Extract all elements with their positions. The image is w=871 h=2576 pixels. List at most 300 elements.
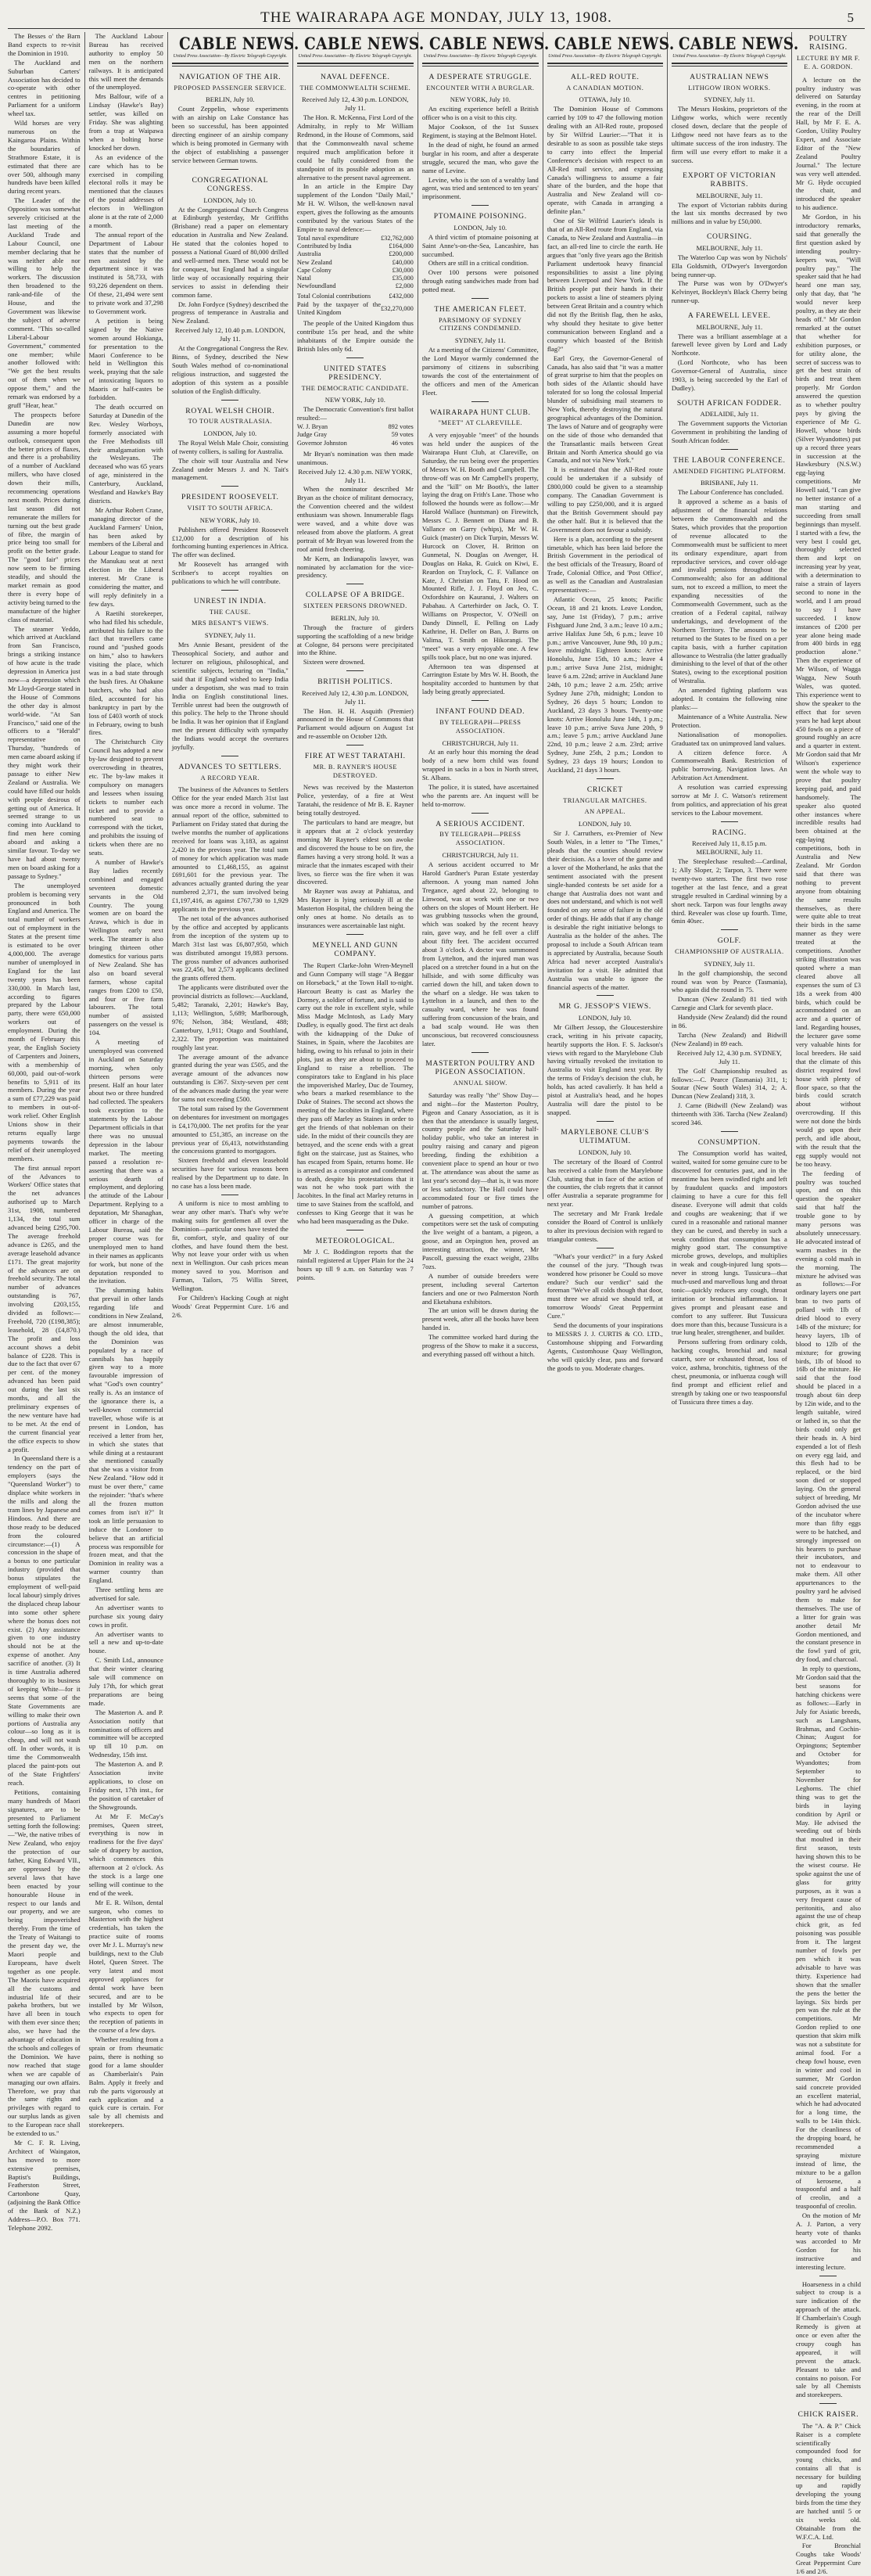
headline: PRESIDENT ROOSEVELT. — [181, 493, 279, 502]
subheadline: LECTURE BY MR F. E. A. GORDON. — [797, 54, 860, 70]
news-paragraph: A petition is being signed by the Native women around Hokianga, for presentation to the Maori Conference to be held in Wellington this week, praying that the sale of intoxicating liquors to Maoris or half-castes be forbidden. — [88, 316, 163, 402]
dateline: LONDON, July 10. — [453, 223, 507, 232]
article-paragraph: A lecture on the poultry industry was delivered on Saturday evening, in the room at the rear of the Drill Hall, by Mr F. E. A. Gordon, Utility Poultry Expert, and Associate Editor of the "New Zealand Poultry Journal." The lecture was very well attended. Mr G. Hyde occupied the chair, and introduced the speaker to his audience. — [795, 75, 861, 212]
article-paragraph: Atlantic Ocean, 25 knots; Pacific Ocean, 18 and 21 knots. Leave London, say, June 1st (Friday), 7 p.m.; arrive Fishguard June 2nd, 3 a.m.; leave 10 a.m.; arrive Halifax June 5th, 6 p.m.; leave 10 p.m.; arrive Vancouver, June 9th, 10 p.m.; leave midnight. Eighteen knots: Arrive Honolulu, June 15th, 10 a.m.; leave 4 p.m.; arrive Suva June 21st, midnight; leave 6 a.m. 22nd; arrive in Auckland June 24th, 10 p.m.; leave 2 a.m. 25th; arrive Sydney June 27th, midnight; London to Sydney, 26 days 5 hours; London to Auckland, 23 days 3 hours. Twenty-one knots: Arrive Honolulu June 14th, 1 p.m.; leave 10 p.m.; arrive Suva June 20th, 9 a.m.; leave 5 p.m.; arrive Auckland June 22nd, 10 p.m.; leave 2 a.m. 23rd; arrive Sydney, June 25th, 2 p.m.; London to Sydney, 23 days 19 hours; London to Auckland, 21 days 3 hours. — [547, 595, 663, 774]
table-value-cell: 46 votes — [391, 439, 414, 447]
dateline: LONDON, July 10. — [578, 820, 632, 828]
news-paragraph: Mr Arthur Robert Crane, managing director of the Auckland Farmers' Union, has been asked by members of the Liberal and Labour League to stand for the Manukau seat at next election in the Liberal interest. Mr Crane is considering the matter, and will reply definitely in a few days. — [88, 505, 163, 608]
headline: THE AMERICAN FLEET. — [434, 305, 527, 314]
article-paragraph: The particulars to hand are meagre, but it appears that at 2 o'clock yesterday morning Mr Rayner's eldest son awoke and discovered the house to be on fire, the flames having a very strong hold. It was a miracle that the inmates escaped with their lives, so fierce was the fire when it was discovered. — [296, 818, 414, 886]
separator — [471, 1052, 489, 1053]
table-row — [297, 275, 414, 282]
headline: PTOMAINE POISONING. — [433, 212, 527, 221]
headline: A FAREWELL LEVEE. — [687, 311, 771, 321]
article-paragraph: The Rupert Clarke-John Wren-Meynell and Gunn Company will stage "A Beggar on Horseback," at the Town Hall to-night. Harcourt Beatty is cast as Marley the Dormey, a soldier of fortune, and is said to carry out the role in excellent style, while Miss Madge McIntosh, as Lady Mary Dudley, is equally good. The first act deals with the kidnapping of the Duke of Staines, in Spain, where the Jacobites are hiding, owing to his refusal to join in their plots, just as they are about to proceed to England to raise a rebellion. The conspirators take to England in his place the impoverished Marley, Duc de Tourney, who bears a marked resemblance to the Duke of Staines. The second act shows the meeting of the Jacobites in England, where they pass off Marley as Staines in order to get the friends of that nobleman on their side. In the midst of their councils they are betrayed, and the scene ends with a great fight on the staircase, just as Staines, who has escaped from Spain, returns home. He is arrested as a conspirator and condemned to death, despite his protestations that it was not he who took part with the Jacobites. In the final act Marley returns in time to save Staines from the scaffold, and confesses to King George that it was he who had been masquerading as the Duke. — [296, 961, 414, 1226]
table-row — [297, 293, 414, 300]
dateline: NEW YORK, July 10. — [450, 95, 511, 104]
article-paragraph: At the Congregational Congress the Rev. Binns, of Sydney, described the New South Wales method of co-nominational religious instruction, and suggested the adoption of this system as a possible solution of the English difficulty. — [171, 344, 289, 395]
headline: ADVANCES TO SETTLERS. — [178, 763, 282, 771]
article-paragraph: Here is a plan, according to the present timetable, which has been laid before the British Government in the periodical of the best officials of the Treasury, Board of Trade, Colonial Office, and 'Post Office', as well as the Canadian and Australasian representatives:— — [547, 534, 663, 595]
article-paragraph: Dr. John Fordyce (Sydney) described the progress of temperance in Australia and New Zealand. — [171, 300, 289, 325]
separator — [221, 169, 238, 170]
news-paragraph: Three settling hens are advertised for sale. — [88, 1586, 163, 1602]
article-paragraph: Sixteen freehold and eleven leasehold securities have for various reasons been realised by the Department up to date. In no case has a loss been made. — [171, 1156, 289, 1191]
article-paragraph: The Royal Welsh Male Choir, consisting of twenty colliers, is sailing for Australia. — [171, 438, 289, 455]
article-paragraph: The Messrs Hoskins, proprietors of the Lithgow works, which were recently closed down, declare that the people of Lithgow need not have fears as to the ultimate success of the iron industry. The firm will use every effort to make it a success. — [671, 105, 787, 164]
subheadline: PARSIMONY OF SYDNEY CITIZENS CONDEMNED. — [439, 316, 522, 332]
article-paragraph: Mr Gilbert Jessop, the Gloucestershire crack, writing in his private capacity, heartily supports the Hon. F. S. Jackson's views with regard to the Marylebone Club having virtually revoked the invitation to Australia to visit England next year. By the terms of Friday's decision the club, he holds, has acted cavalierly. It has held a pistol at Australia's head, and he hopes Australia will dare the pistol to be snapped. — [547, 1022, 663, 1116]
news-paragraph: C. Smith Ltd., announce that their winter clearing sale will commence on July 17th, for which great preparations are being made. — [88, 1656, 163, 1707]
table-row — [297, 282, 414, 290]
table-row — [297, 440, 414, 447]
article-paragraph: At the Congregational Church Congress at Edinburgh yesterday, Mr Griffiths (Brisbane) read a paper on elementary education in Australia and New Zealand. He stated that the colonies hoped to possess a National Guard of 80,000 drilled and well-armed men. These would not be for conquest, but England had a singular little way of occasionally requiring their services to assist in defending their common fame. — [171, 205, 289, 299]
naval-totals-table — [297, 293, 414, 317]
article-paragraph: A very enjoyable "meet" of the hounds was held under the auspices of the Wairarapa Hunt Club, at Clareville, on Saturday, the run being over the properties of Messrs W. H. Booth and Campbell. The throw-off was on Mr Campbell's property, and the "kill" on Mr Booth's, the latter laying the drag on Frith's Lane. Those who followed the hounds were as follow:—Mr Harold Wallace (huntsman) on Firewitch, Messrs C. J. Bennett on Diana and B. Vallance on Garry (whips), Mr W. H. Guick (master) on Dick Turpin, Messrs W. Hurcock on Clover, H. Britton on Gunmetal, N. Douglas on Avenger, H. Douglas on Haka, R. Guick on Kiwi, E. Reardon on Traylock, C. F. Vallance on Kate, J. Christian on Tatu, F. Hood on Mounted Rifle, J. J. Floyd on Jeo, C. Oxfordshire on Kauranui, J. Walters on Pabahau. A Carterhirder on Jack, O. T. Williams on Prospector, V. O'Neill on Dandy Dinnell, E. Pelling on Lady Kathrine, H. Deller on Ban, J. Burns on Valima, T. Smith on Hikorangi. The "meet" was a very enjoyable one. A few spills took place, but no one was injured. — [421, 431, 539, 661]
article-paragraph: There was a brilliant assemblage at a farewell levee given by Lord and Lady Northcote. — [671, 332, 787, 357]
dateline: MELBOURNE, July 11. — [696, 322, 763, 331]
headline: POULTRY RAISING. — [808, 34, 848, 52]
table-label-cell: Governor Johnston — [296, 439, 347, 447]
separator — [819, 2403, 837, 2404]
table-value-cell: £432,000 — [389, 293, 414, 300]
news-paragraph: The steamer Yeddo, which arrived at Auckland from San Francisco, brings a striking instance of how acute is the trade depression in America just now—a depression which Mr Lloyd-George stated in the House of Commons the other day is almost world-wide. "At San Francisco," said one of the officers to a "Herald" representative on Thursday, "hundreds of men came aboard asking if they might work their passage to either New Zealand or Australia. We could have filled our holds with people desirous of getting out of America. It seemed strange to us coming into Auckland to find men here coming aboard and asking a similar favour. To-day we have had about twenty men on board asking for a passage to Sydney." — [8, 624, 81, 880]
headline: NAVIGATION OF THE AIR. — [179, 73, 281, 81]
article-paragraph: Maintenance of a White Australia. New Protection. — [671, 712, 787, 729]
subheadline: AN APPEAL. — [584, 808, 626, 816]
article-paragraph: Saturday was really "the" Show Day—and night—for the Masterton Poultry, Pigeon and Canary Association, as it is then that the attendance is usually largest, country people and the Saturday half-holiday public, who take an interest in poultry raising and canary and pigeon breeding, finding the exhibition a convenient place to spend an hour or two at. The attendance was about the same as last year's second day—that is, it was more or less satisfactory. The Hall could have accommodated four or five times the number of patrons. — [421, 1090, 539, 1210]
article-paragraph: The feeding of poultry was touched upon, and on this question the speaker said that half the trouble gone to by many persons was absolutely unnecessary. He advocated instead of warm mashes in the evening a cold mash in the morning. The mixture he advised was as follows:—For ordinary layers one part bran to two parts of pollard with 1lb of dried blood to every 14lb of the mixture; for heavy layers, 1lb of blood to 12lb of the mixture; for growing birds, 1lb of blood to 16lb of the mixture. He said that the food should be placed in a trough about 6in deep by 12in wide, and to the length suitable, wired or lathed in, so that the birds could only get their heads in. A bird expended a lot of flesh on every egg laid, and this flesh had to be replaced, or the bird soon died or stopped laying. On the general subject of breeding, Mr Gordon advised the use of the incubator where more than fifty eggs were to be hatched, and strongly impressed on his hearers to purchase their incubators, and not to endeavour to make them. All other appurtenances to the poultry yard he advised them to make for themselves. The use of a litter for grain was another detail Mr Gordon mentioned, and the constant presence in the fowl yard of grit, dry food, and charcoal. — [795, 1169, 861, 1664]
separator — [221, 486, 238, 487]
separator — [597, 1121, 614, 1122]
article-paragraph: The secretary of the Board of Control has received a cable from the Marylebone Club, stating that in face of the action of the counties, the club regrets that it cannot offer Australia a separate programme for next year. — [547, 1157, 663, 1209]
subheadline: BY TELEGRAPH—PRESS ASSOCIATION. — [439, 718, 522, 735]
article-paragraph: It is estimated that the All-Red route could be undertaken if a subsidy of £800,000 could be given to a steamship company. The Canadian Government is willing to pay £250,000, and it is argued that the British Government should pay the other half. But it is believed that the Government does not favour a subsidy. — [547, 465, 663, 534]
headline: CHICK RAISER. — [798, 2410, 859, 2420]
table-label-cell: Judge Gray — [296, 431, 328, 439]
news-paragraph: Wild horses are very numerous on the Kaingaroa Plains. Within the boundaries of Strathmore Estate, it is estimated that there are over 500, although many hundreds have been killed during recent years. — [8, 119, 81, 196]
article-paragraph: Sixteen were drowned. — [303, 658, 365, 666]
article-paragraph: Duncan (New Zealand) 81 tied with Carnegie and Clark for seventh place. — [671, 995, 787, 1012]
article-paragraph: (Lord Northcote, who has been Governor-General of Australia, since 1903, is being succeeded by the Earl of Dudley). — [671, 358, 787, 392]
table-label-cell: Newfoundland — [296, 282, 336, 290]
cable-news-rule — [547, 63, 663, 66]
headline: MEYNELL AND GUNN COMPANY. — [312, 940, 399, 959]
table-label-cell: Paid by the taxpayer of the United Kingdom — [296, 300, 381, 316]
table-label-cell: W. J. Bryan — [296, 423, 328, 431]
subheadline: CHAMPIONSHIP OF AUSTRALIA. — [675, 947, 784, 955]
news-paragraph: As an evidence of the care which has to be exercised in compiling electoral rolls it may be mentioned that the clauses of the postal addresses of electors in Wellington alone is at the rate of 2,000 a month. — [88, 153, 163, 229]
subheadline: ENCOUNTER WITH A BURGLAR. — [426, 84, 535, 92]
advertisement-paragraph: The "A. & P." Chick Raiser is a complete scientifically compounded food for young chicks, and contains all that is necessary for building up and rapidly developing the young birds from the time they are hatched until 5 or six weeks old. Obtainable from the W.F.C.A. Ltd. — [795, 2421, 861, 2541]
article-paragraph: The Dominion House of Commons carried by 109 to 47 the following motion dealing with an All-Red route, proposed by Sir Wilfrid Laurier:—"That it is desirable to as soon as possible take steps to carry into effect the Imperial Conference's decision with respect to an All-Red mail service, and expressing Canada's willingness to assume a fair share of the burden, and the hope that Australia and New Zealand will co-operate, with Canada in arranging a definite plan." — [547, 105, 663, 216]
news-paragraph: An advertiser wants to purchase six young dairy cows in profit. — [88, 1603, 163, 1629]
headline: AUSTRALIAN NEWS — [690, 73, 769, 81]
cable-news-title: CABLE NEWS. — [554, 34, 675, 53]
news-paragraph: The Besses o' the Barn Band expects to re-visit the Dominion in 1910. — [8, 32, 81, 57]
news-paragraph: The annual report of the Department of Labour states that the number of men assisted by the department since it was instituted is 58,733, with 93,226 dependent on them. Of these, 21,494 were sent to private work and 37,298 to Government work. — [88, 230, 163, 315]
article-paragraph: The applicants were distributed over the provincial districts as follows:—Auckland, 5,482; Taranaki, 2,201; Hawke's Bay, 1,113; Wellington, 5,689; Marlborough, 976; Nelson, 384; Westland, 488; Canterbury, 1,911; Otago and Southland, 2,322. The proportion was maintained roughly last year. — [171, 983, 289, 1051]
column-cable-news-2 — [292, 32, 425, 1282]
headline: WAIRARAPA HUNT CLUB. — [429, 408, 531, 417]
headline: MARYLEBONE CLUB'S ULTIMATUM. — [561, 1127, 650, 1146]
headline: METEOROLOGICAL. — [315, 1236, 395, 1245]
table-value-cell: £35,000 — [392, 274, 414, 282]
article-paragraph: The police, it is stated, have ascertained who the parents are. An inquest will be held to-morrow. — [421, 783, 539, 808]
dateline: LONDON, July 10. — [203, 196, 257, 204]
table-row — [297, 301, 414, 317]
news-paragraph: Mr C. F. R. Living, Architect of Waingaton, has moved to more extensive premises, Baptist's Buildings, Featherston Street, Cartonbone Quay, (adjoining the Bank Office of the Bank of N.Z.) Address—P.O. Box 771. Telephone 2092. — [8, 2138, 81, 2232]
masthead-title: THE WAIRARAPA AGE MONDAY, JULY 13, 1908. — [260, 9, 612, 26]
dateline: MELBOURNE, July 11. — [696, 191, 763, 199]
separator — [471, 700, 489, 701]
article-paragraph: Levine, who is the son of a wealthy land agent, was tried and sentenced to ten years' imprisonment. — [421, 175, 539, 201]
news-paragraph: Mrs Balfour, wife of a Lindsay (Hawke's Bay) settler, was killed on Friday. She was alighting from a trap at Waipawa when a bolting horse knocked her down. — [88, 92, 163, 152]
table-row — [297, 243, 414, 250]
article-paragraph: A serious accident occurred to Mr Harold Gardner's Puran Estate yesterday afternoon. A young man named John Tregance, aged about 22, belonging to Linwood, was at work with one or two others on the slopes of Mount Herbert. He was grubbing tussocks when the ground, which was soaked by the recent heavy rain, gave way, and he fell over a cliff about fifty feet. The accident occurred about 3 o'clock. A doctor was summoned from Lyttelton, and the injured man was placed on a stretcher found in a hut on the hillside, and with some difficulty was carried down the hill, and taken down to the wharf on a sledge. He was taken to Lyttelton in a launch, and then to the casualty ward, where he was found suffering from concussion of the brain, and a bad scalp wound. He was then unconscious, but recovered consciousness later. — [421, 860, 539, 1047]
column-local-news-1 — [8, 32, 84, 2232]
headline: UNREST IN INDIA. — [193, 597, 267, 605]
article-paragraph: The secretary and Mr Frank Iredale consider the Board of Control is unlikely to alter its previous decision with regard to triangular contests. — [547, 1209, 663, 1243]
news-paragraph: Whether resulting from a sprain or from rheumatic pains, there is nothing so good for a lame shoulder as Chamberlain's Pain Balm. Apply it freely and rub the parts vigorously at each application and a quick cure is certain. For sale by all chemists and storekeepers. — [88, 2035, 163, 2129]
advertisement-paragraph: "What's your verdict?" in a fury Asked the counsel of the jury. "Though twas wondered how prisoner be Could so move endure? Such our verdict" said the foreman "We've all colds though that door, must three we afraid we should tell, at tomorrow Woods' Great Peppermint Cure." — [547, 1252, 663, 1320]
separator — [721, 929, 738, 930]
article-paragraph: Mr Roosevelt has arranged with Scribner's to accept royalties on publications to which he will contribute. — [171, 560, 289, 586]
dateline: SYDNEY, July 11. — [704, 95, 755, 104]
subheadline: "MEET" AT CLAREVILLE. — [438, 419, 523, 427]
headline: EXPORT OF VICTORIAN RABBITS. — [683, 171, 776, 189]
article-paragraph: Others are still in a critical condition. — [428, 259, 529, 268]
advertisement-paragraph: For Children's Hacking Cough at night Woods' Great Peppermint Cure. 1/6 and 2/6. — [171, 1293, 289, 1319]
separator — [721, 1131, 738, 1132]
article-paragraph: Afternoon tea was dispensed at Carrington Estate by Mrs W. H. Booth, the hospitality accorded to huntsmen by that lady being greatly appreciated. — [421, 662, 539, 696]
dateline: NEW YORK, July 10. — [324, 396, 385, 404]
article-paragraph: Mrs Annie Besant, president of the Theosophical Society, and author and lecturer on religious, philosophical, and scientific subjects, lecturing on "India," said that if England wished to keep India under a despotism, she was mad to train India on English constitutional lines. Terrible unrest had been the outgrowth of this policy. The help to the Throne should be India. It was her opinion that if England met the present difficulty with sympathy the Indians would accept the overtures joyfully. — [171, 641, 289, 752]
news-paragraph: The Masterton A. and P. Association notify that nominations of officers and committee will be accepted up till 10 p.m. on Wednesday, 15th inst. — [88, 1708, 163, 1759]
article-paragraph: In the dead of night, he found an armed burglar in his room, and after a desperate struggle, secured the man, who gave the name of Levine. — [421, 140, 539, 174]
dateline: SYDNEY, July 11. — [704, 959, 755, 968]
cable-news-credit: United Press Association—By Electric Telegraph Copyright. — [548, 54, 662, 59]
column-cable-news-3 — [418, 32, 550, 1358]
article-paragraph: Mr J. C. Boddington reports that the rainfall registered at Upper Plain for the 24 hours up till 9 a.m. on Saturday was 7 points. — [296, 1248, 414, 1282]
table-row — [297, 235, 414, 243]
news-paragraph: The Christchurch City Council has adopted a new by-law designed to prevent overcrowding in theatres, etc. The by-law makes it compulsory on managers and lessees when issuing tickets to number each ticket and to provide a numbered seat to correspond with the ticket, and prohibits the issuing of tickets when there are no seats. — [88, 738, 163, 857]
news-paragraph: The first annual report of the Advances to Workers' Office states that the net advances authorised up to March 31st, 1908, numbered 1,134, the total sum advanced being £295,700. The average freehold advance is £265, and the average leasehold advance £171. The great majority of the advances are on freehold security. The total number of advances outstanding is 767, involving £203,155, divided as follows:—Freehold, 720 (£198,385); leasehold, 28 (£4,870.) The profit and loss account shows a debit balance of £228. This is due to the fact that over 67 per cent. of the money advanced has been paid out during the last six months, and all the preliminary expenses of the new venture have had to be met. At the end of the current financial year the office expects to show a profit. — [8, 1163, 81, 1453]
article-paragraph: One of Sir Wilfrid Laurier's ideals is that of an All-Red route from England, via Canada, to New Zealand and Australia—in fact, an all-red line to circle the earth. He argues that "only five years ago the British Parliament undertook heavy financial responsibilities to assist a line plying between Liverpool and New York. If the British people put their hands in their pockets to assist a line of steamers plying between Great Britain and a country which did not fly the British flag, then he asks, why should they hesitate to give better communication between England and a country which boasted of the British flag?" — [547, 217, 663, 353]
headline: BRITISH POLITICS. — [317, 677, 393, 687]
table-value-cell: £30,000 — [392, 266, 414, 274]
column-cable-news-5 — [667, 32, 799, 1406]
dateline: SYDNEY, July 11. — [204, 631, 256, 640]
dateline: OTTAWA, July 10. — [579, 95, 632, 104]
article-paragraph: J. Carne (Bidwill (New Zealand) was thirteenth with 336. Tarcha (New Zealand) scored 346. — [671, 1101, 787, 1127]
news-paragraph: A number of Hawke's Bay ladies recently combined and engaged seventeen domestic servants in the Old Country. The young women are on board the Arawa, which is due in Wellington early next week. The steamer is also bringing thirteen other domestics for various parts of New Zealand. She has also on board several farmers, whose capital ranges from £200 to £50, and four or five farm labourers. The total number of assisted passengers on the vessel is 104. — [88, 858, 163, 1037]
subheadline: MRS BESANT'S VIEWS. — [192, 620, 269, 627]
dateline: Received July 12, 4.30 p.m. LONDON, July 11. — [302, 95, 409, 113]
article-paragraph: The average amount of the advance granted during the year was £505, and the average amount of the advances now outstanding is £367. Sixty-seven per cent of the advances made during the year were for sums not exceeding £500. — [171, 1052, 289, 1104]
subheadline: A CANADIAN MOTION. — [566, 84, 644, 92]
dateline: MELBOURNE, July 11. — [696, 243, 763, 252]
article-paragraph: At an early hour this morning the dead body of a new born child was found wrapped in sacks in a box in North street, St. Albans. — [421, 748, 539, 782]
separator — [221, 590, 238, 591]
headline: CONSUMPTION. — [697, 1137, 761, 1147]
subheadline: AMENDED FIGHTING PLATFORM. — [672, 467, 787, 475]
separator — [346, 670, 364, 671]
news-paragraph: The Auckland and Suburban Carters' Association has decided to co-operate with other centres in petitioning Parliament for a uniform wheel tax. — [8, 58, 81, 118]
separator — [471, 401, 489, 402]
separator — [471, 813, 489, 814]
news-paragraph: A meeting of unemployed was convened in Auckland on Saturday morning, when only thirteen persons were present. Half an hour later about two or three hundred had collected. The speakers took exception to the statements by the Labour Department officials in that there was no unusual depression in the labour market. The meeting passed a resolution re-asserting that there was a serious dearth of employment, and deploring the attitude of the Labour Department. Replying to a deputation, Mr Shanaghan, officer in charge of the Labour Bureau, said the proper course was for unemployed men to hand in their names as applicants for work, but none of the deputation responded to the invitation. — [88, 1038, 163, 1285]
article-paragraph: In reply to questions, Mr Gordon said that the best seasons for hatching chickens were as follows:—Early in July for Asiatic breeds, such as Langshans, Brahmas, and Cochin-Chinas; August for Orpingtons; September and October for Wyandottes; from September to November for Leghorns. The chief thing was to get the birds in laying condition by April or May. He advised the weeding out of birds that moulted in their first season, tests having shown this to be the wisest course. He spoke against the use of glass for gritty purposes, as it was a very frequent cause of peritonitis, and also against the use of cheap chick grit, as fed poisoning was possible from it. The largest number of fowls per pen which it was advisable to have was thirty. Experience had shown that the smaller the pens the better the layings. Six birds per pen was the rule at the competitions. Mr Gordon replied to one question that skim milk was not a substitute for animal food. For a cheap fowl house, even in winter and cool in summer, Mr Gordon said concrete provided an excellent material, which he had advocated for a long time, the walls to be 14in thick. For the cleanliness of the dropping board, he recommended a spraying mixture instead of lime, the mixture to be a gallon of kerosene, a teaspoonful and a half of creolin, and a teaspoonful of creolin. — [795, 1665, 861, 2211]
cable-news-credit: United Press Association—By Electric Telegraph Copyright. — [173, 54, 288, 59]
cable-news-title: CABLE NEWS. — [428, 34, 550, 53]
article-paragraph: The Steeplechase resulted:—Cardinal, 1; Ally Sloper, 2; Tarpon, 3. There were twenty-two starters. The first two rose together at the last fence, and a great struggle resulted in Cardinal winning by a short neck. Tarpon was four lengths away third. Revealer was close up fourth. Time, 6min 40sec. — [671, 857, 787, 925]
article-paragraph: The net total of the advances authorised by the office and accepted by applicants from the inception of the system up to March 31st last was £6,807,950, which was distributed amongst 19,883 persons. The gross number of advances authorised was 22,456, but 2,573 applicants declined the grants offered them. — [171, 914, 289, 983]
subheadline: MR. B. RAYNER'S HOUSE DESTROYED. — [313, 763, 397, 779]
article-paragraph: Mr Gordon, in his introductory remarks, said that generally the first question asked by intending poultry-keepers was, "Will poultry pay." The speaker said that he had heard one man say, only that day, that "he would never keep poultry, as they ate their heads off." Mr Gordon remarked at the outset that whether for exhibition purposes, or for utility alone, the secret of success was to get the best strain of birds and treat them properly. Mr Gordon answered the question as to whether poultry pays by giving the experience of Mr G. Howell, whose birds (Silver Wyandottes) put up a record three years in succession at the Hawkesbury (N.S.W.) egg-laying competitions. Mr Howell said, "I can give no better instance of a man starting and succeeding from small beginnings than myself. I started with a few, the very best I could get, thoroughly selected them and kept on increasing year by year, with a determination to raise a strain of layers second to none in the world, and I am proud to say I have succeeded. I know instances of £200 per year alone being made from 400 birds in egg production alone." Then the experience of Mr Wilson, of Wagga Wagga, New South Wales, was quoted. This experience went to show the speaker to the effect that for seven years he had kept about 450 fowls on a piece of ground roughly an acre and a quarter in extent. Mr Gordon said that Mr Wilson's experience went the whole way to prove that poultry keeping paid, and paid handsomely. The speaker also quoted other instances where incredible results had been obtained at the egg-laying competitions, both in Australia and New Zealand. Mr Gordon said that there was nothing to prevent anyone from obtaining the same results themselves, as there were quite able to treat their birds in the same manner as they were treated at the competitions. Another striking illustration was quoted where a man cleared above all expenses the sum of £3 18s a week from 400 birds, which could be accommodated on an acre and a quarter of land. Regarding houses, the lecturer gave some very valuable hints for local breeders. He said that the climate of this district required fowl house with plenty of floor space, so that the birds could scratch about without overcrowding. If this were not done the birds would go upon their perch, and idle about, with the result that the egg supply would not be too heavy. — [795, 213, 861, 1168]
table-value-cell: £2,000 — [395, 282, 414, 290]
dateline: BRISBANE, July 11. — [700, 479, 758, 487]
article-paragraph: The Hon. R. McKenna, First Lord of the Admiralty, in reply to Mr William Redmond, in the House of Commons, said that the Commonwealth naval scheme required much amplification before it could be fully considered from the standpoint of its possible adoption as an alternative to the present naval agreement. — [296, 113, 414, 181]
article-paragraph: Handyside (New Zealand) did the round in 86. — [671, 1013, 787, 1030]
article-paragraph: Publishers offered President Roosevelt £12,000 for a description of his forthcoming hunting experiences in Africa. The offer was declined. — [171, 525, 289, 559]
headline: ALL-RED ROUTE. — [571, 73, 640, 81]
cable-news-title: CABLE NEWS. — [178, 34, 299, 53]
article-paragraph: The choir will tour Australia and New Zealand under Messrs J. and N. Tait's management. — [171, 456, 289, 482]
article-paragraph: The Government supports the Victorian Government in prohibiting the landing of South African fodder. — [671, 419, 787, 445]
headline: CONGREGATIONAL CONGRESS. — [192, 175, 269, 194]
ballot-table — [297, 423, 414, 447]
article-paragraph: A third victim of ptomaine poisoning at Saint Anne's-on-the-Sea, Lancashire, has succumbed. — [421, 232, 539, 258]
table-label-cell: Natal — [296, 274, 311, 282]
cable-news-title: CABLE NEWS. — [678, 34, 799, 53]
article-paragraph: In the golf championship, the second round was won by Pearce (Tasmania), who again did the round in 75. — [671, 968, 787, 994]
cable-news-rule — [422, 63, 539, 66]
table-value-cell: 59 votes — [391, 431, 414, 439]
headline: MR G. JESSOP'S VIEWS. — [558, 1002, 651, 1011]
dateline: BERLIN, July 10. — [206, 95, 255, 104]
dateline: CHRISTCHURCH, July 11. — [442, 738, 519, 747]
headline: ROYAL WELSH CHOIR. — [185, 406, 275, 415]
column-local-news-2 — [84, 32, 167, 2129]
headline: SOUTH AFRICAN FODDER. — [676, 398, 782, 408]
news-paragraph: The unemployed problem is becoming very pronounced in both England and America. The total number of workers out of employment in the States at the present time is estimated to be over 4,000,000. The average number of unemployed in England for the last twenty years has been 330,000. In March last, according to figures prepared by the Labour party, there were 650,000 workers out of employment. During the month of February this year, the English Society of Carpenters and Joiners, with a membership of 60,000, paid out-of-work benefits to 5,911 of its members. During the year a sum of £77,229 was paid to members in out-of-work relief. Other English Unions show in their returns equally large payments towards the relief of their unemployed members. — [8, 881, 81, 1162]
dateline: LONDON, July 10. — [578, 1148, 632, 1156]
news-paragraph: The Masterton A. and P. Association invite applications, to close on Friday next, 17th inst., for the position of caretaker of the Showgrounds. — [88, 1760, 163, 1811]
column-cable-news-1 — [167, 32, 299, 1319]
dateline: BERLIN, July 10. — [331, 613, 380, 622]
cable-news-credit: United Press Association—By Electric Telegraph Copyright. — [672, 54, 787, 59]
table-row — [297, 250, 414, 258]
table-label-cell: Contributed by India — [296, 243, 352, 250]
headline: A SERIOUS ACCIDENT. — [436, 819, 525, 828]
table-label-cell: Australia — [296, 250, 321, 258]
dateline: Received July 12. 4.30 p.m. NEW YORK, July 11. — [298, 467, 413, 484]
article-paragraph: Count Zeppelin, whose experiments with an airship on Lake Constance has been so successful, has been appointed directing engineer of an airship company which is being promoted in Germany with the object of establishing a passenger service between German towns. — [171, 105, 289, 164]
advertisement-paragraph: The Consumption world has waited, waited, waited for some genuine cure to be discovered for centuries past, and in the meantime has been swindled right and left by fraudulent quacks and impostors claiming to have a cure for this fell disease. Everyone will admit that colds and coughs are weakening; that if we cured in a reasonable and rational manner they can be cured, and thereby in such a weak condition that consumption has a mighty good start. The consumptive microbe grows, develops, and multiplies in weak and cough-injured lung spots—never in strong lungs. Tussicura—that much-used and marvellous lung and throat tonic—quickly reduces any cough, throat irritation or bronchial inflammation. It gives prompt and pleasant ease and comfort to any sufferer. But Tussicura does more than this, because Tussicura is a true lung healer, strengthener, and builder. — [671, 1149, 787, 1337]
news-paragraph: The Leader of the Opposition was somewhat severely criticised at the last meeting of the Auckland Trade and Labour Council, one member declaring that he was neither able nor willing to help the workers. The discussion then broadened to the rank-and-file of the House, and the Government was likewise the subject of adverse comment. "This so-called Liberal-Labour Government," commented one member; while another followed with: "We get the best results out of them when we oppose them," and the remark was endorsed by a gruff "Hear, hear." — [8, 196, 81, 409]
subheadline: ANNUAL SHOW. — [453, 1079, 507, 1087]
separator — [597, 778, 614, 779]
article-paragraph: When the nominator described Mr Bryan as the choice of militant democracy, the Convention cheered and the wildest enthusiasm was shown. Innumerable flags were waved, and a white dove was released from above the platform. A great portrait of Mr Bryan was lowered from the roof amid fresh cheering. — [296, 485, 414, 553]
dateline: ADELAIDE, July 11. — [700, 410, 759, 419]
article-paragraph: A number of outside breeders were present, including several Carterton fanciers and one or two Palmerston North and Eketahuna exhibitors. — [421, 1271, 539, 1306]
table-value-cell: £32,762,000 — [380, 234, 414, 242]
subheadline: THE COMMONWEALTH SCHEME. — [299, 84, 411, 92]
article-paragraph: Mr Kern, an Indianapolis lawyer, was nominated by acclamation for the vice-presidency. — [296, 554, 414, 580]
article-paragraph: Major Cookson, of the 1st Sussex Regiment, is staying at the Belmont Hotel. — [421, 123, 539, 140]
page-number: 5 — [847, 10, 854, 25]
article-paragraph: On the motion of Mr A. J. Parton, a very hearty vote of thanks was accorded to Mr Gordon for his instructive and interesting lecture. — [795, 2211, 861, 2271]
cable-news-credit: United Press Association—By Electric Telegraph Copyright. — [423, 54, 538, 59]
headline: GOLF. — [717, 936, 741, 946]
article-paragraph: Mr Rayner was away at Pahiatua, and Mrs Rayner is lying seriously ill at the Masterton Hospital, the children being the only ones at home. No details as to insurances were ascertainable last night. — [296, 887, 414, 929]
column-poultry-raising — [791, 32, 865, 2576]
table-label-cell: Total Colonial contributions — [296, 293, 371, 300]
cable-news-rule — [672, 63, 787, 66]
subheadline: PROPOSED PASSENGER SERVICE. — [174, 84, 287, 92]
article-paragraph: The Democratic Convention's first ballot resulted:— — [296, 405, 414, 422]
separator — [346, 357, 364, 358]
headline: COLLAPSE OF A BRIDGE. — [305, 591, 405, 600]
article-paragraph: Through the fracture of girders supporting the scaffolding of a new bridge at Cologne, 84 persons were precipitated into the Rhine. — [296, 623, 414, 657]
article-paragraph: The export of Victorian rabbits during the last six months decreased by two millions and in value by £50,000. — [671, 200, 787, 226]
table-value-cell: 892 votes — [388, 423, 414, 431]
subheadline: BY TELEGRAPH—PRESS ASSOCIATION. — [439, 831, 522, 847]
subheadline: A RECORD YEAR. — [200, 774, 260, 781]
headline: NAVAL DEFENCE. — [321, 73, 390, 81]
masthead — [8, 8, 865, 29]
advertisement-paragraph: Send the documents of your inspirations to MESSRS J. J. CURTIS & CO. LTD., Customhouse shipping and Forwarding Agents, Customhouse Quay Wellington, who will quickly clear, pass and forward the goods to you. Moderate charges. — [547, 1321, 663, 1372]
table-value-cell: £200,000 — [389, 250, 414, 258]
article-paragraph: In an article in the Empire Day supplement of the London "Daily Mail," Mr H. W. Wilson, the well-known naval expert, gives the following as the amounts contributed by the various States of the Empire to naval defence:— — [296, 182, 414, 233]
article-paragraph: The people of the United Kingdom thus contribute 15s per head, and the white inhabitants of the Empire outside the British Isles only 6d. — [296, 318, 414, 353]
dateline: NEW YORK, July 10. — [199, 516, 260, 524]
column-cable-news-4 — [543, 32, 675, 1372]
news-paragraph: Petitions, containing many hundreds of Maori signatures, are to be presented to Parliament setting forth the following:—"We, the native tribes of New Zealand, who enjoy the protection of our father, King Edward VII., are oppressed by the several laws that have been enacted by your honourable House in respect to our lands and our property, and we are being impoverished thereby. From the time of the Treaty of Waitangi to the present day we, the Maori people and Europeans, have dwelt together as one people. The Maoris have acquired all the customs and industrial life of their pakeha brothers, but we have all been in touch with them ever since then; also, we have had the advantage of education in the schools and colleges of the Dominion. We have now reached that stage when we are capable of managing our own affairs. Therefore, we pray that the same rights and privileges with regard to our surplus lands as given to the European race shall be extended to us." — [8, 1787, 81, 2138]
article-paragraph: A resolution was carried expressing sorrow at Mr J. C. Watson's retirement from politics, and appreciation of his great services to the Labour movement. — [671, 783, 787, 817]
headline: MASTERTON POULTRY AND PIGEON ASSOCIATION. — [425, 1058, 536, 1077]
subheadline: THE DEMOCRATIC CANDIDATE. — [301, 384, 410, 392]
separator — [346, 1230, 364, 1231]
dateline: Received July 12, 4.30 p.m. LONDON, July 11. — [302, 688, 409, 706]
separator — [346, 934, 364, 935]
headline: A DESPERATE STRUGGLE. — [428, 73, 532, 81]
article-paragraph: Over 100 persons were poisoned through eating sandwiches made from bad potted meat. — [421, 268, 539, 294]
news-paragraph: Mr E. R. Wilson, dental surgeon, who comes to Masterton with the highest credentials, has taken the practice suite of rooms over Mr J. L. Murray's new buildings, next to the Club Hotel, Queen Street. The very latest and most approved appliances for dental work have been secured, and are to be installed by Mr Wilson, who expects to open for the reception of patients in the course of a few days. — [88, 1898, 163, 2035]
table-row — [297, 431, 414, 439]
cable-news-title: CABLE NEWS. — [303, 34, 425, 53]
table-row — [297, 423, 414, 431]
article-paragraph: The art union will be drawn during the present week, after all the books have been handed in. — [421, 1306, 539, 1332]
separator — [471, 205, 489, 206]
headline: FIRE AT WEST TARATAHI. — [304, 752, 406, 761]
separator — [471, 298, 489, 299]
article-paragraph: The business of the Advances to Settlers Office for the year ended March 31st last was once more a record in volume. The annual report of the office, submitted to Parliament on Friday stated that during the twelve months the number of applications received for loans was 3,183, as against 2,420 in the previous year. The total sum of money for which application was made amounted to £1,468,155, as against £691,601 for the previous year. The advances actually granted during the year numbered 2,371, the sum involved being £1,197,416, as against £767,730 to 1,929 applicants in the previous year. — [171, 785, 289, 914]
news-paragraph: At Mr F. McCay's premises, Queen street, everything is now in readiness for the five days' sale of drapery by auction, which commences this afternoon at 2 o'clock. As the stock is a large one selling will continue to the end of the week. — [88, 1812, 163, 1897]
subheadline: SIXTEEN PERSONS DROWNED. — [303, 602, 407, 609]
news-paragraph: The prospects before Dunedin are now assuming a more hopeful outlook, consequent upon the better prices of flaxes, and there is a probability of a number of Auckland millers, who have closed down their mills, recommencing operations next month. Prices during last season did not remunerate the millers for turning out the best grade of fibre, the margin of price being too small for profit on the better grade. The "good fair" prices now seem to be firming steadily, and should the market remain as good there is every hope of activity being turned to the manufacture of the higher class of material. — [8, 410, 81, 623]
article-paragraph: Tarcha (New Zealand) and Bidwill (New Zealand) in 89 each. — [671, 1030, 787, 1047]
subheadline: VISIT TO SOUTH AFRICA. — [187, 504, 274, 512]
dateline: Received July 11, 8.15 p.m. MELBOURNE, July 11. — [691, 839, 767, 857]
headline: UNITED STATES PRESIDENCY. — [324, 364, 387, 383]
article-paragraph: At a meeting of the Citizens' Committee, the Lord Mayor warmly condemned the parsimony of citizens in subscribing towards the cost of the entertainment of the officers and men of the American Fleet. — [421, 346, 539, 397]
cable-news-credit: United Press Association—By Electric Telegraph Copyright. — [298, 54, 413, 59]
dateline: Received July 12, 10.40 p.m. LONDON, July 11. — [174, 326, 285, 343]
article-paragraph: A guessing competition, at which competitors were set the task of computing the live weight of a bantam, a pigeon, a goose, and an Orpington hen, proved an interesting attraction, the winner, Mr Pascoll, guessing the exact weight, 23lbs 7ozs. — [421, 1211, 539, 1270]
news-paragraph: The death occurred on Saturday at Dunedin of the Rev. Wesley Worboys, formerly associated with the Free Methodists till their amalgamation with the Wesleyans. The deceased who was 65 years of age, ministered in the Canterbury, Auckland, Westland and Hawke's Bay districts. — [88, 402, 163, 505]
advertisement-paragraph: Hoarseness in a child subject to croup is a sure indication of the approach of the attack. If Chamberlain's Cough Remedy is given at once or even after the croupy cough has appeared, it will prevent the attack. Pleasant to take and contains no poison. For sale by all Chemists and storekeepers. — [795, 2280, 861, 2399]
table-row — [297, 267, 414, 275]
subheadline: TRIANGULAR MATCHES. — [563, 796, 647, 804]
naval-contribution-table — [297, 235, 414, 290]
news-paragraph: An advertiser wants to sell a new and up-to-date house. — [88, 1629, 163, 1655]
dateline: SYDNEY, July 11. — [454, 336, 506, 345]
subheadline: THE CAUSE. — [209, 608, 251, 616]
dateline: Received July 12, 4.30 p.m. SYDNEY, July 11. — [676, 1048, 782, 1065]
article-paragraph: A citizen defence force. A Commonwealth Bank. Restriction of public borrowing. Navigation laws. An Arbitration Act Amendment. — [671, 748, 787, 782]
headline: THE LABOUR CONFERENCE. — [673, 456, 786, 465]
separator — [721, 821, 738, 822]
table-value-cell: £40,000 — [392, 258, 414, 266]
table-label-cell: New Zealand — [296, 258, 332, 266]
article-paragraph: The Labour Conference has concluded. — [677, 488, 784, 497]
article-paragraph: The Purse was won by O'Dwyer's Kelvinyet, Bockleyn's Black Cherry being runner-up. — [671, 279, 787, 305]
article-paragraph: The Waterloo Cup was won by Nichols' Ella Goldsmith, O'Dwyer's Invergordon being runner-up. — [671, 253, 787, 278]
news-paragraph: The slumming habits that prevail in other lands regarding life and conditions in New Zealand, are almost innumerable, though the old idea, that the Dominion was populated by a race of cannibals has happily given way to a more favourable impression of what "God's own country" really is. As an instance of the ignorance there is, a well-known commercial traveller, whose wife is at present in London, has received a letter from her, in which she states that while dining at a restaurant she mentioned casually that she was a visitor from New Zealand. "How odd it must be over there," came the rejoinder: "that's where all the frozen mutton comes from isn't it?" It took an little persuasion to induce the Londoner to believe that an artificial process was responsible for frozen meat, and that the Dominion in reality was a warmer country than England. — [88, 1286, 163, 1585]
headline: COURSING. — [706, 232, 752, 242]
dateline: LONDON, July 10. — [578, 1013, 632, 1022]
article-paragraph: The Hon. H. H. Asquith (Premier) announced in the House of Commons that Parliament would adjourn on August 1st and re-assemble on October 12th. — [296, 706, 414, 741]
advertisement-paragraph: For Bronchial Coughs take Woods' Great Peppermint Cure 1/6 and 2/6. — [795, 2542, 861, 2576]
article-paragraph: The Golf Championship resulted as follows:—C. Pearce (Tasmania) 311, 1; Soutar (New South Wales) 314, 2; A. Duncan (New Zealand) 318, 3. — [671, 1066, 787, 1101]
subheadline: LITHGOW IRON WORKS. — [688, 84, 771, 92]
article-paragraph: Earl Grey, the Governor-General of Canada, has also said that "it was a matter of great surprise to him that the peoples on both sides of the Atlantic should have tolerated for so long the colossal Imperial blunder of subsidising mail steamers to New York, thereby destroying the natural geographical advantages of the Dominion. The laws of Nature and of geography were on the side of those who demanded that the Transatlantic mails between Great Britain and North America should go via Canada, and not via New York." — [547, 354, 663, 465]
table-label-cell: Total naval expenditure — [296, 234, 359, 242]
headline: RACING. — [711, 828, 747, 837]
cable-news-rule — [172, 63, 289, 66]
headline: INFANT FOUND DEAD. — [436, 707, 525, 717]
headline: CRICKET — [586, 785, 623, 794]
table-label-cell: Cape Colony — [296, 266, 332, 274]
separator — [221, 400, 238, 401]
article-paragraph: Nationalisation of monopolies. Graduated tax on unimproved land values. — [671, 730, 787, 747]
news-paragraph: In Queensland there is a tendency on the part of employers (says the "Queensland Worker") to displace white workers in the mills and along the tram lines by Japanese and Hindoos. And there are those ready to be deduced from the coloured circumstance:—(1) A concession in the shape of a bonus to one particular industry (provided that bonus stipulates the employment of well-paid local labour) simply drives the displaced cheap labour into some other sphere where the bonus does not exist. (2) Any assistance given to one industry should not be at the expense of another. Any sacrifice of another. (3) It is time Australia adhered thoroughly to its business of keeping White—for it seems that some of the State Governments are willing to make their own portions of Australia any colour—so long as it is cheap, and will not wash off. In other words, it is time the Commonwealth placed the paint-pots out of the State Frightfers' reach. — [8, 1454, 81, 1787]
article-paragraph: An exciting experience befell a British officer who is on a visit to this city. — [421, 105, 539, 122]
subheadline: TO TOUR AUSTRALASIA. — [188, 418, 273, 425]
table-value-cell: £32,270,000 — [380, 304, 414, 312]
advertisement-paragraph: A uniform is nice to most ambling to wear any other man's. That's why we're making suits for gentlemen all over the Dominion—particular ones have tested the fit, comfort, style, and quality of our clothes, and have found them the best. Why not leave your order with us when next in Wellington. Our cash prices mean money saved to you. Morrison and Farman, Tailors, 75 Willis Street, Wellington. — [171, 1199, 289, 1293]
article-paragraph: News was received by the Masterton Police, yesterday, of a fire at West Taratahi, the residence of Mr B. E. Rayner being totally destroyed. — [296, 783, 414, 817]
dateline: CHRISTCHURCH, July 11. — [442, 851, 519, 860]
article-paragraph: It approved a scheme as a basis of adjustment of the financial relations between the Commonwealth and the States, which provides that the proportion of revenue allocated to the Commonwealth must be sufficient to meet its ordinary expenditure, apart from reproductive services, and cover old-age and invalid pensions throughout the Commonwealth; also for an additional sum, not to exceed a million, to meet the expanding necessities of the Commonwealth Government, such as the creation of a Federal capital, railway undertakings, and development of the Northern Territory. The amounts to be returned to the States to be fixed on a per capita basis, with a further capitation allowance to Westralia (the latter gradually diminishing to the level of that of the other States), owing to the exceptional position of Westralia. — [671, 498, 787, 685]
article-paragraph: An amended fighting platform was adopted. It contains the following nine planks:— — [671, 686, 787, 711]
article-paragraph: The committee worked hard during the progress of the Show to make it a success, and everything passed off without a hitch. — [421, 1333, 539, 1358]
article-paragraph: Sir J. Carruthers, ex-Premier of New South Wales, in a letter to "The Times," pleads that the counties should review their decision. As a lover of the game and a lover of the Motherland, he asks that the sentiment associated with the present single-handed contests be set aside for a change that Australia does not want and does not understand, and which is not well founded on any sense of failure in the old order of things. He adds that if any change is desirable the right initiative belongs to Australia as the holder of the ashes. The proposal to include a South African team is appreciated by Australia, because South Africa had never accepted Australia's invitation for a visit. He admitted that Australia was unable to ignore the financial aspects of the matter. — [547, 829, 663, 991]
separator — [597, 995, 614, 996]
news-paragraph: A Raetihi storekeeper, who had filed his schedule, attributed his failure to the fact that travellers came round and "pushed goods on him," also to hawkers visiting the place, which was in a bad state through the bush fires. At Ohakune butchers, who had also filed, accounted for his bankruptcy in part by the loss of £403 worth of stock in February, owing to bush fires. — [88, 609, 163, 737]
advertisement-paragraph: Persons suffering from ordinary colds, hacking coughs, bronchial and nasal catarrh, sore or exhausted throat, loss of voice, asthma, bronchitis, tightness of the chest, pneumonia, or influenza cough will find prompt and efficient relief and strength by taking one or two teaspoonsful of Tussicura three times a day. — [671, 1338, 787, 1406]
article-paragraph: Mr Bryan's nomination was then made unanimous. — [296, 449, 414, 466]
table-row — [297, 259, 414, 267]
article-paragraph: The total sum raised by the Government on debentures for investment on mortgages is £4,170,000. The net profits for the year amounted to £51,385, an increase on the previous year of £6,413, notwithstanding the concessions granted to mortgagors. — [171, 1104, 289, 1155]
table-value-cell: £164,000 — [389, 243, 414, 250]
cable-news-rule — [297, 63, 414, 66]
columns — [8, 32, 865, 2576]
separator — [721, 449, 738, 450]
dateline: LONDON, July 10. — [203, 429, 257, 437]
news-paragraph: The Auckland Labour Bureau has received authority to employ 50 men on the northern railways. It is anticipated this will meet the demands of the unemployed. — [88, 32, 163, 92]
